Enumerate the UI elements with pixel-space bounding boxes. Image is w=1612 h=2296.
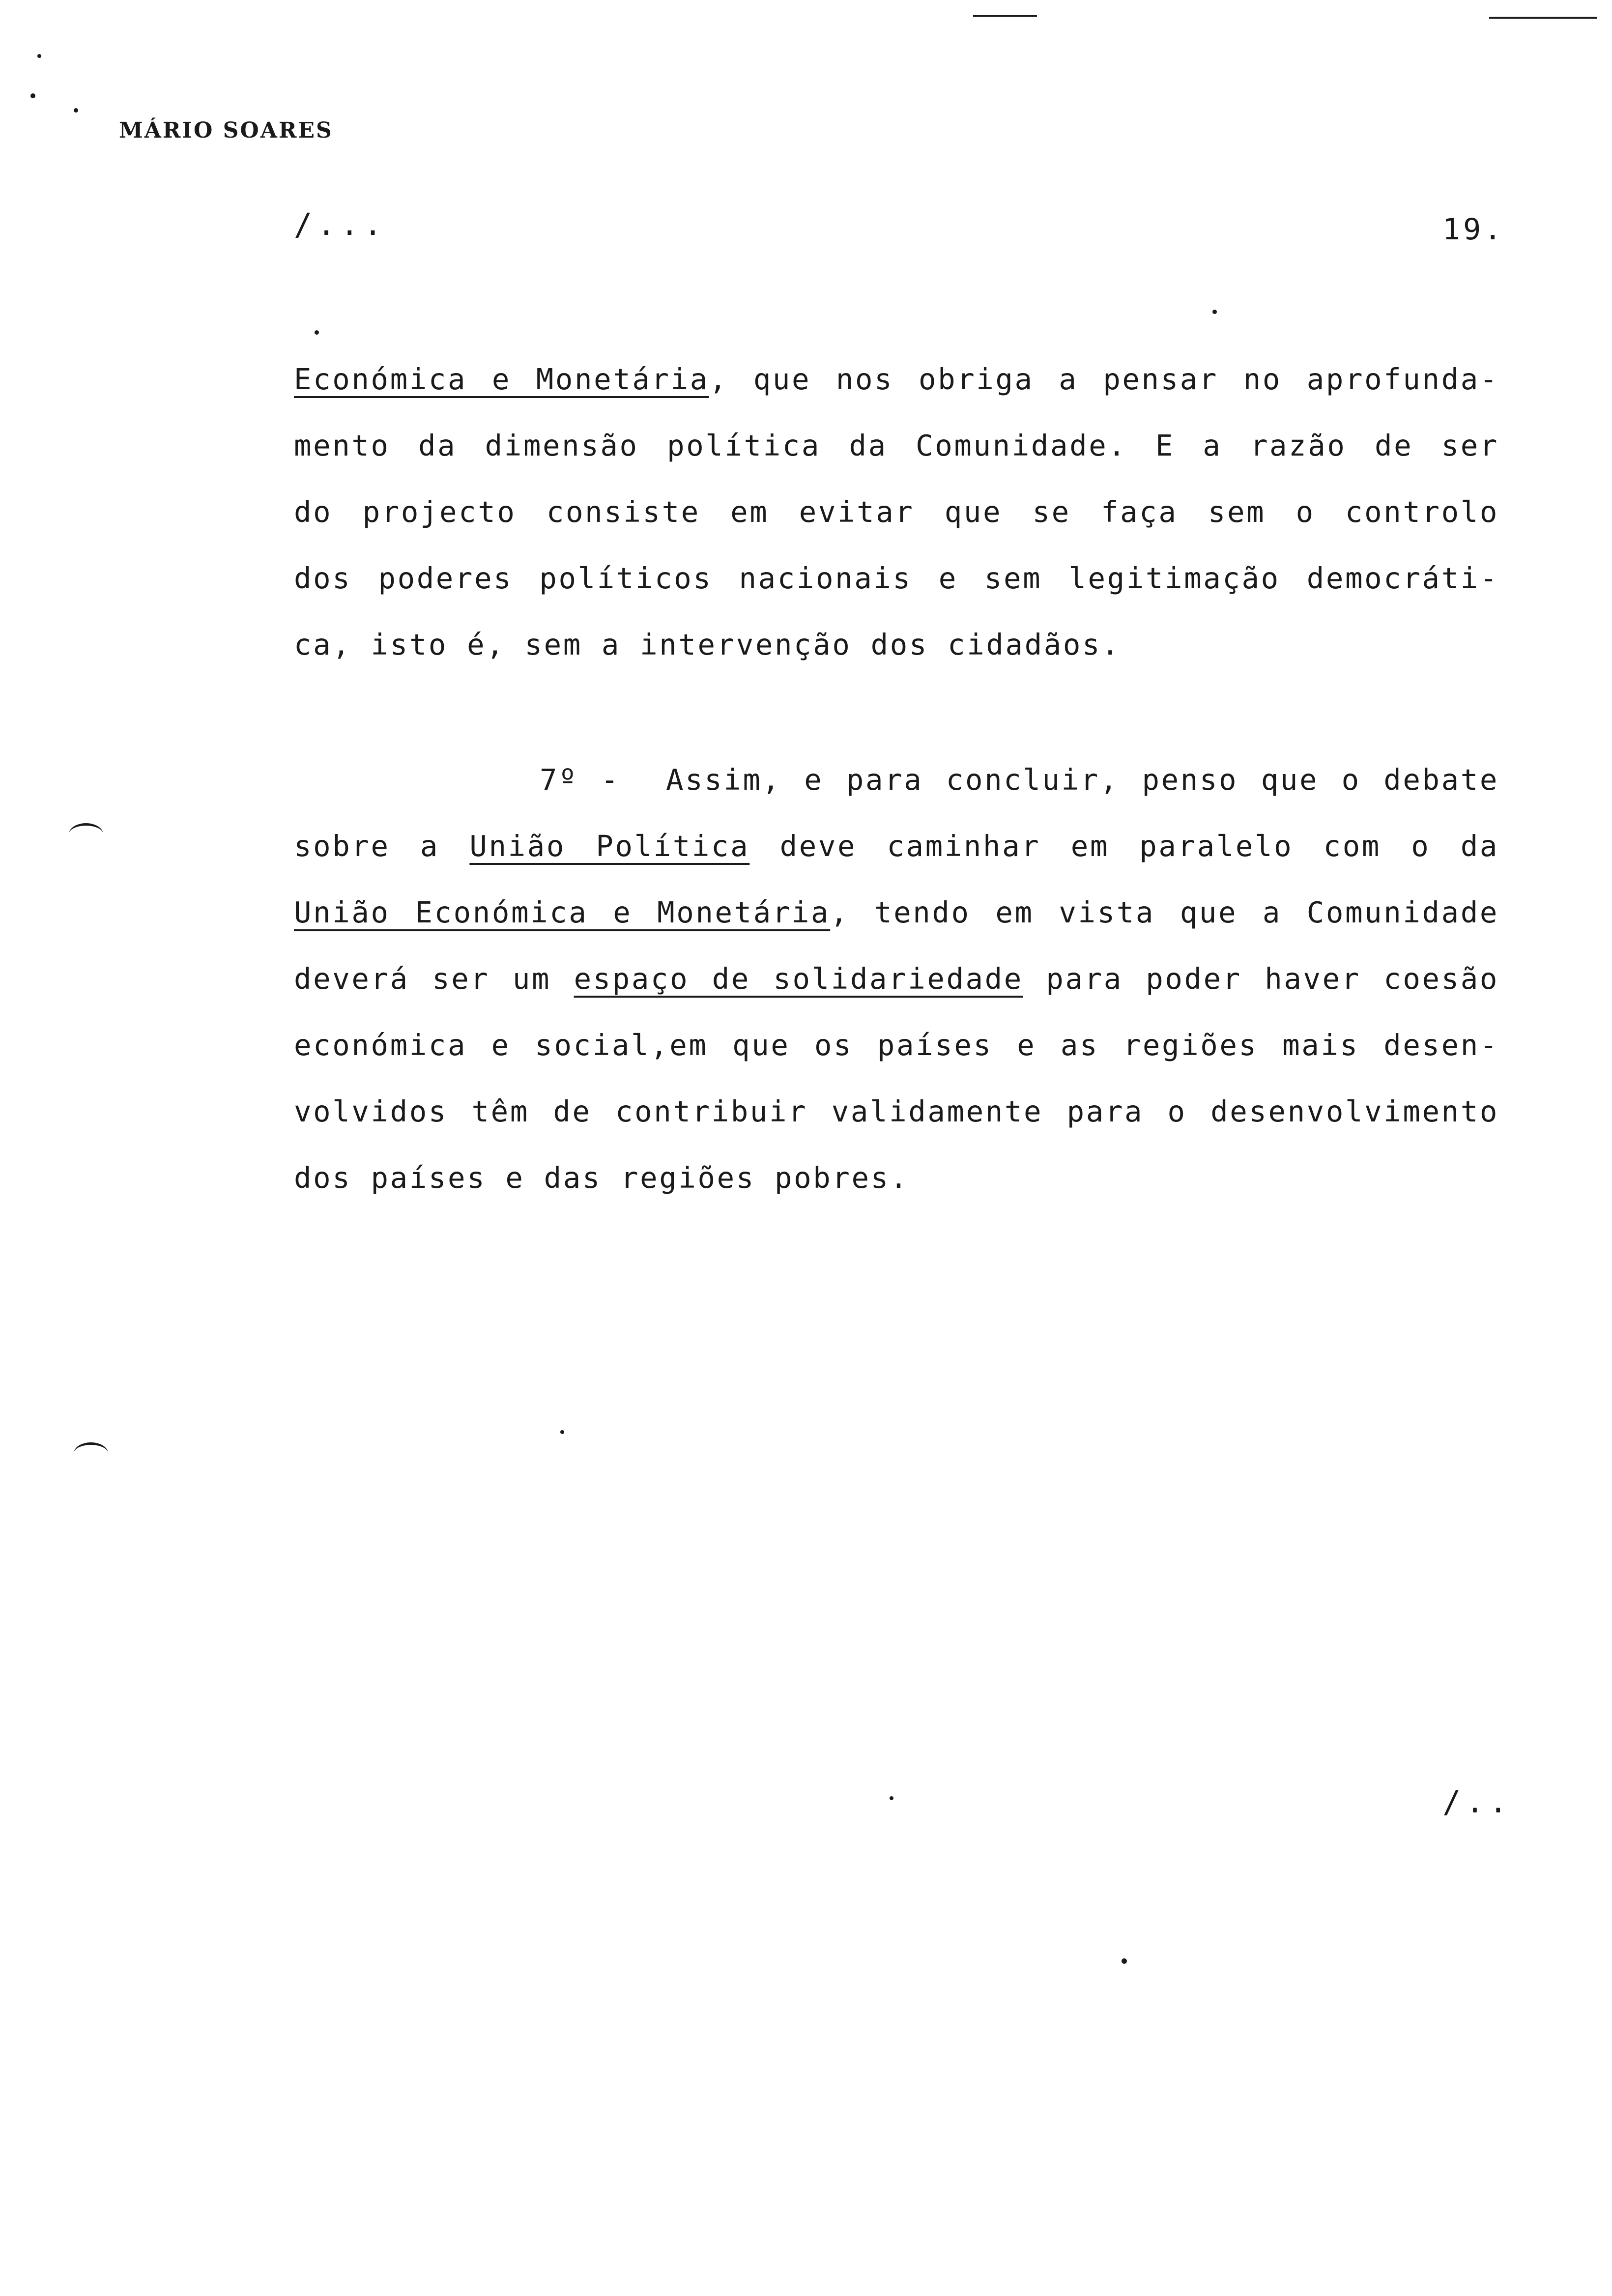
text-run: Assim, e para concluir, penso que o debate [665, 763, 1499, 797]
text-run: , que nos obriga a pensar no aprofunda- [709, 362, 1499, 396]
speck [1122, 1958, 1127, 1964]
letterhead: MÁRIO SOARES [119, 118, 333, 143]
text-run: deverá ser um [294, 962, 574, 996]
paragraph-2-line-2 [294, 813, 1499, 879]
underlined-phrase: União Política [469, 829, 750, 863]
paragraph-2-line-3 [294, 879, 1499, 946]
paragraph-2-line-4 [294, 946, 1499, 1012]
paragraph-1-line-5: ca, isto é, sem a intervenção dos cidadãos. [294, 628, 1121, 661]
page-number: 19. [1442, 212, 1505, 247]
paragraph-1-line-3: do projecto consiste em evitar que se faça sem o controlo [294, 495, 1499, 529]
text-run: sobre a [294, 829, 470, 863]
paragraph-1 [294, 346, 1499, 678]
paragraph-2-line-6: volvidos têm de contribuir validamente para o desenvolvimento [294, 1094, 1499, 1128]
underlined-phrase: União Económica e Monetária [294, 895, 831, 929]
continuation-mark-top: /... [294, 206, 387, 242]
punch-hole-mark [69, 823, 103, 845]
speck [30, 93, 35, 98]
punch-hole-mark [74, 1442, 108, 1464]
paragraph-1-line-4: dos poderes políticos nacionais e sem legitimação democráti- [294, 561, 1499, 595]
scan-line [973, 15, 1037, 17]
speck [315, 330, 319, 335]
paragraph-1-line-2: mento da dimensão política da Comunidade. E a razão de ser [294, 429, 1499, 462]
underlined-phrase: espaço de solidariedade [574, 962, 1023, 996]
paragraph-number: 7º - [540, 763, 620, 797]
paragraph-2 [294, 746, 1499, 1211]
speck [560, 1430, 564, 1434]
speck [890, 1796, 893, 1800]
continuation-mark-bottom: /.. [1442, 1784, 1512, 1820]
paragraph-1-line-1 [294, 346, 1499, 412]
text-run: deve caminhar em paralelo com o da [749, 829, 1499, 863]
speck [1212, 310, 1217, 314]
text-run: para poder haver coesão [1023, 962, 1499, 996]
underlined-phrase: Económica e Monetária [294, 362, 709, 396]
paragraph-2-line-7: dos países e das regiões pobres. [294, 1161, 909, 1195]
scan-line [1489, 17, 1597, 19]
speck [74, 108, 78, 113]
paragraph-2-line-1 [294, 746, 1499, 813]
speck [37, 54, 41, 58]
paragraph-2-line-5: económica e social,em que os países e as regiões mais desen- [294, 1028, 1499, 1062]
text-run: , tendo em vista que a Comunidade [830, 895, 1499, 929]
